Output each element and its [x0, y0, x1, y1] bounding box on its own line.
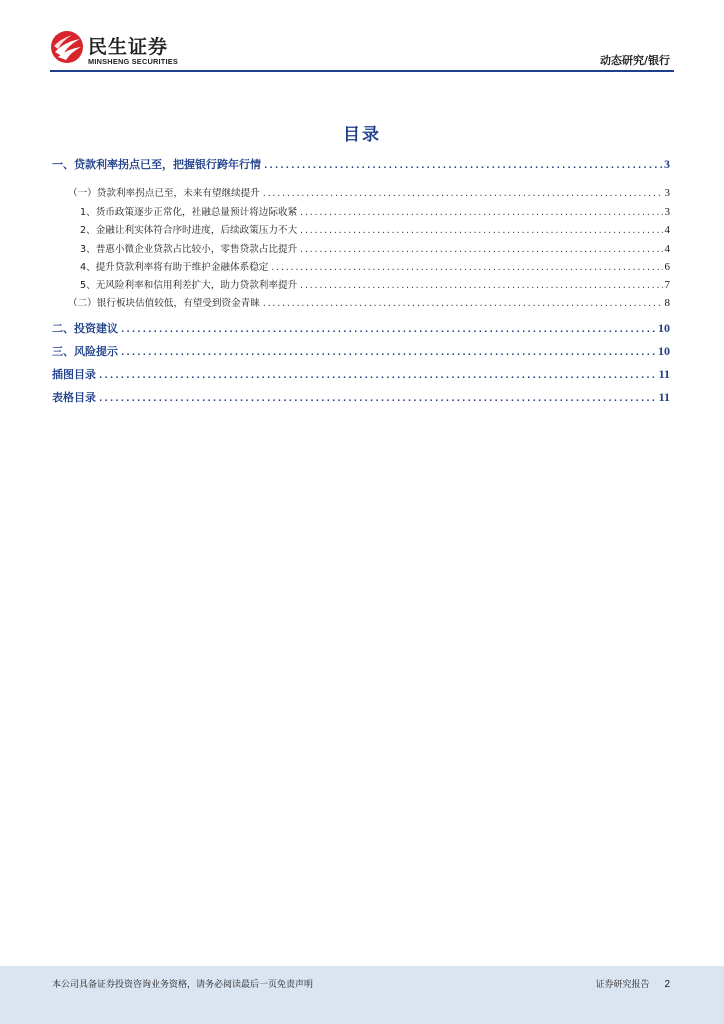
toc-leader-dots	[262, 299, 663, 308]
toc-entry-page: 10	[658, 344, 670, 359]
toc-entry-page: 3	[664, 187, 670, 199]
toc-entry-label: 4、提升贷款利率将有助于维护金融体系稳定	[80, 261, 269, 273]
toc-entry-page: 11	[658, 367, 670, 382]
toc-entry-page: 3	[664, 206, 670, 218]
toc-entry[interactable]	[52, 343, 670, 366]
toc-entry-label: 1、货币政策逐步正常化，社融总量预计将边际收紧	[80, 207, 298, 218]
table-of-contents	[52, 156, 670, 412]
footer-report-type: 证券研究报告	[595, 980, 650, 990]
toc-entry-label: 2、金融让利实体符合序时进度，后续政策压力不大	[80, 225, 298, 237]
header-divider	[50, 70, 674, 72]
toc-entry[interactable]	[52, 259, 670, 277]
footer-disclaimer: 本公司具备证券投资咨询业务资格，请务必阅读最后一页免责声明	[52, 980, 314, 990]
toc-leader-dots	[299, 281, 662, 290]
brand-name-en: MINSHENG SECURITIES	[88, 57, 179, 66]
toc-entry-label: 插图目录	[52, 368, 96, 382]
toc-leader-dots	[98, 371, 657, 381]
toc-entry-label: 5、无风险利率和信用利差扩大，助力贷款利率提升	[80, 280, 298, 292]
toc-entry[interactable]	[52, 204, 670, 222]
report-category: 动态研究/银行	[599, 54, 670, 67]
toc-entry-page: 11	[658, 390, 670, 405]
toc-entry-page: 6	[664, 260, 670, 273]
toc-entry-label: 表格目录	[52, 391, 96, 405]
toc-entry-label: 一、贷款利率拐点已至，把握银行跨年行情	[52, 158, 261, 171]
brand-name-cn: 民生证券	[88, 36, 169, 58]
toc-entry[interactable]	[52, 222, 670, 240]
toc-entry[interactable]	[52, 241, 670, 259]
footer-page-number: 2	[664, 979, 670, 990]
toc-leader-dots	[98, 394, 657, 404]
toc-entry[interactable]	[52, 156, 670, 179]
toc-entry-page: 10	[658, 321, 670, 336]
toc-entry-label: （一）贷款利率拐点已至，未来有望继续提升	[68, 188, 260, 199]
toc-leader-dots	[299, 226, 662, 235]
toc-entry-label: 三、风险提示	[52, 345, 118, 359]
toc-entry[interactable]	[52, 389, 670, 412]
minsheng-logo-icon	[50, 30, 84, 64]
toc-entry-page: 7	[664, 279, 670, 292]
toc-leader-dots	[262, 189, 663, 198]
page-footer	[0, 966, 724, 1024]
toc-entry-label: （二）银行板块估值较低，有望受到资金青睐	[68, 298, 260, 310]
toc-entry-page: 4	[664, 224, 670, 237]
toc-entry-page: 8	[664, 297, 670, 310]
toc-title: 目录	[343, 125, 381, 145]
toc-leader-dots	[270, 263, 662, 272]
toc-entry-page: 4	[664, 242, 670, 255]
company-logo	[50, 30, 190, 70]
toc-entry[interactable]	[52, 277, 670, 295]
toc-entry-label: 二、投资建议	[52, 322, 118, 336]
toc-leader-dots	[120, 348, 656, 358]
toc-entry[interactable]	[52, 366, 670, 389]
toc-entry[interactable]	[52, 295, 670, 314]
page-header	[0, 0, 724, 74]
toc-leader-dots	[120, 325, 656, 335]
toc-entry[interactable]	[52, 185, 670, 204]
toc-entry[interactable]	[52, 320, 670, 343]
footer-report-info	[596, 977, 670, 990]
toc-leader-dots	[299, 245, 662, 254]
toc-leader-dots	[263, 161, 662, 171]
toc-leader-dots	[299, 208, 662, 217]
toc-entry-label: 3、普惠小微企业贷款占比较小，零售贷款占比提升	[80, 243, 298, 255]
toc-entry-page: 3	[664, 157, 670, 171]
